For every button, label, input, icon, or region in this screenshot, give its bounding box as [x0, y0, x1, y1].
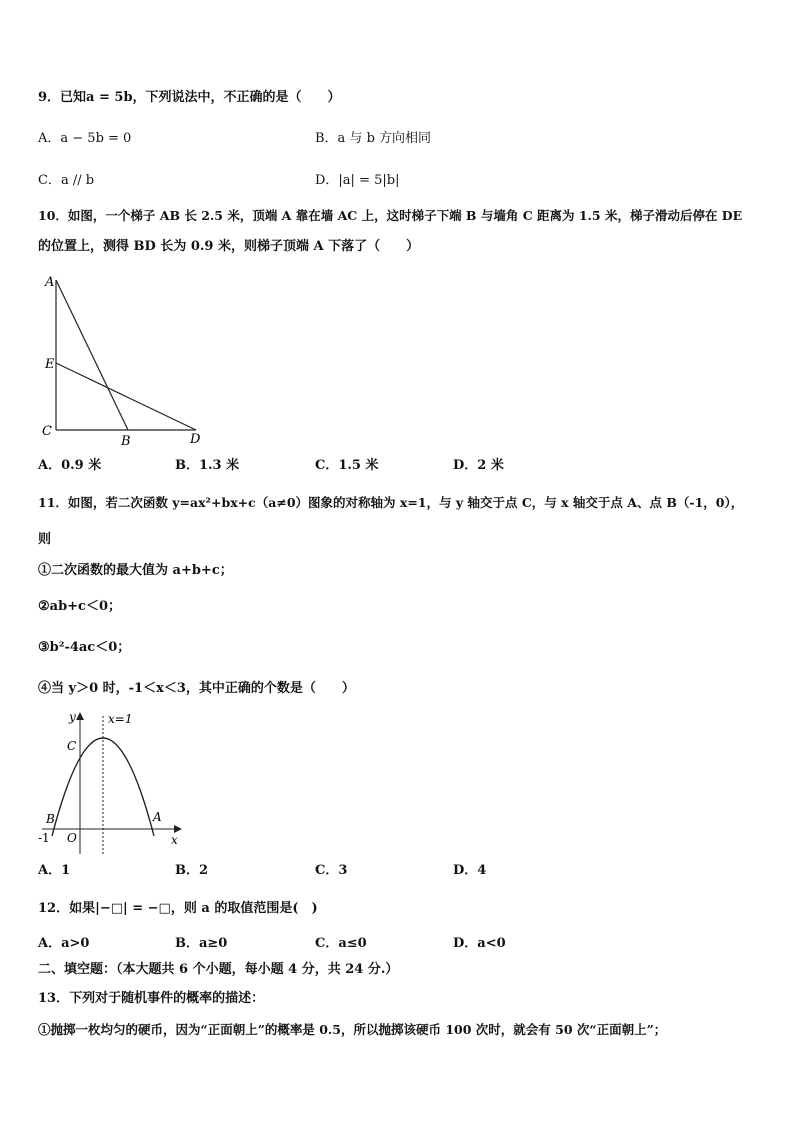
q12-option-c: C．a≤0	[315, 936, 367, 951]
q9-option-c: C．a // b	[38, 173, 95, 188]
label-c: C	[42, 424, 52, 439]
section-2-title: 二、填空题：（本大题共 6 个小题，每小题 4 分，共 24 分.）	[38, 962, 399, 977]
q9-option-a: A．a − 5b = 0	[38, 131, 132, 146]
label-y: y	[69, 710, 76, 724]
q9-option-d: D．|a| = 5|b|	[315, 173, 400, 188]
q9-option-b: B．a 与 b 方向相同	[315, 131, 432, 146]
x-axis-arrow	[174, 825, 182, 833]
label-b: B	[46, 812, 55, 826]
q10-ladder-figure	[36, 268, 216, 450]
q10-option-d: D．2 米	[453, 458, 504, 473]
q10-option-a: A．0.9 米	[38, 458, 102, 473]
q11-option-a: A．1	[38, 863, 71, 878]
q9-stem: 9．已知a = 5b，下列说法中，不正确的是（ ）	[38, 90, 341, 105]
q11-item-3: ③b²-4ac＜0；	[38, 640, 131, 655]
y-axis-arrow	[76, 712, 84, 720]
label-x: x	[171, 833, 178, 847]
q10-stem-line2: 的位置上，测得 BD 长为 0.9 米，则梯子顶端 A 下落了（ ）	[38, 239, 420, 254]
q11-item-2: ②ab+c＜0；	[38, 599, 122, 614]
label-d: D	[190, 432, 201, 447]
q11-item-4: ④当 y＞0 时，-1＜x＜3，其中正确的个数是（ ）	[38, 681, 355, 696]
label-neg-one: -1	[38, 831, 50, 845]
ladder-de	[56, 363, 196, 430]
q11-stem-line2: 则	[38, 532, 52, 547]
q11-option-b: B．2	[175, 863, 209, 878]
q12-stem: 12．如果|−□| = −□，则 a 的取值范围是( )	[38, 901, 318, 916]
q11-option-c: C．3	[315, 863, 348, 878]
label-e: E	[45, 357, 55, 372]
q12-option-a: A．a>0	[38, 936, 90, 951]
q10-option-b: B．1.3 米	[175, 458, 240, 473]
q12-option-d: D．a<0	[453, 936, 506, 951]
q13-stem: 13．下列对于随机事件的概率的描述：	[38, 991, 265, 1006]
label-symmetry: x=1	[108, 712, 133, 726]
label-c: C	[67, 739, 77, 753]
label-a: A	[45, 275, 55, 290]
q11-parabola-figure	[34, 708, 190, 858]
q13-item-1: ①抛掷一枚均匀的硬币，因为“正面朝上”的概率是 0.5，所以抛掷该硬币 100 次时，就会有 50 次“正面朝上”；	[38, 1022, 667, 1037]
label-a: A	[153, 810, 162, 824]
q10-option-c: C．1.5 米	[315, 458, 379, 473]
q11-item-1: ①二次函数的最大值为 a+b+c；	[38, 563, 233, 578]
label-origin: O	[67, 831, 77, 845]
ladder-ab	[56, 280, 128, 430]
q10-stem-line1: 10．如图，一个梯子 AB 长 2.5 米，顶端 A 靠在墙 AC 上，这时梯子下端 B 与墙角 C 距离为 1.5 米，梯子滑动后停在 DE	[38, 208, 743, 223]
q12-option-b: B．a≥0	[175, 936, 228, 951]
q11-stem-line1: 11．如图，若二次函数 y=ax²+bx+c（a≠0）图象的对称轴为 x=1，与 y 轴交于点 C，与 x 轴交于点 A、点 B（-1，0），	[38, 495, 744, 510]
q11-option-d: D．4	[453, 863, 487, 878]
label-b: B	[121, 434, 131, 449]
